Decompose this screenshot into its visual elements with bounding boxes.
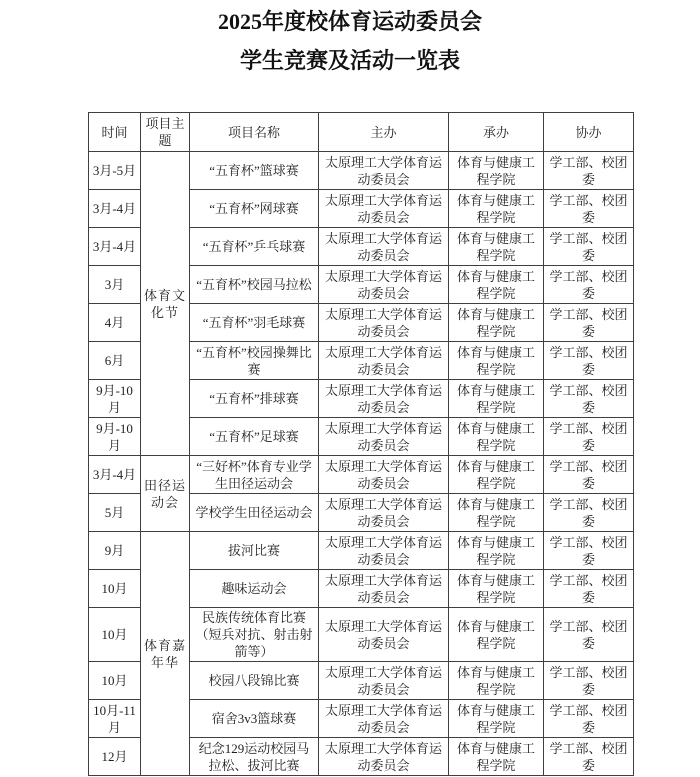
- project-name-cell: 民族传统体育比赛（短兵对抗、射击射箭等）: [190, 608, 319, 662]
- project-name-cell: 校园八段锦比赛: [190, 662, 319, 700]
- co-organizer-cell: 学工部、校团委: [544, 418, 634, 456]
- undertaker-cell: 体育与健康工程学院: [449, 532, 544, 570]
- project-name-cell: “五育杯”篮球赛: [190, 152, 319, 190]
- co-organizer-cell: 学工部、校团委: [544, 152, 634, 190]
- host-cell: 太原理工大学体育运动委员会: [319, 700, 449, 738]
- project-name-cell: “五育杯”排球赛: [190, 380, 319, 418]
- host-cell: 太原理工大学体育运动委员会: [319, 570, 449, 608]
- co-organizer-cell: 学工部、校团委: [544, 456, 634, 494]
- project-name-cell: 纪念129运动校园马拉松、拔河比赛: [190, 738, 319, 776]
- host-cell: 太原理工大学体育运动委员会: [319, 228, 449, 266]
- project-name-cell: 拔河比赛: [190, 532, 319, 570]
- undertaker-cell: 体育与健康工程学院: [449, 418, 544, 456]
- theme-cell: 田径运动会: [141, 456, 190, 532]
- project-name-cell: “五育杯”校园操舞比赛: [190, 342, 319, 380]
- time-cell: 4月: [89, 304, 141, 342]
- undertaker-cell: 体育与健康工程学院: [449, 700, 544, 738]
- column-header-5: 承办: [449, 113, 544, 152]
- time-cell: 5月: [89, 494, 141, 532]
- co-organizer-cell: 学工部、校团委: [544, 738, 634, 776]
- host-cell: 太原理工大学体育运动委员会: [319, 532, 449, 570]
- host-cell: 太原理工大学体育运动委员会: [319, 608, 449, 662]
- undertaker-cell: 体育与健康工程学院: [449, 494, 544, 532]
- host-cell: 太原理工大学体育运动委员会: [319, 342, 449, 380]
- time-cell: 6月: [89, 342, 141, 380]
- project-name-cell: 学校学生田径运动会: [190, 494, 319, 532]
- activities-table: [88, 112, 634, 776]
- undertaker-cell: 体育与健康工程学院: [449, 380, 544, 418]
- co-organizer-cell: 学工部、校团委: [544, 532, 634, 570]
- host-cell: 太原理工大学体育运动委员会: [319, 190, 449, 228]
- host-cell: 太原理工大学体育运动委员会: [319, 266, 449, 304]
- undertaker-cell: 体育与健康工程学院: [449, 228, 544, 266]
- project-name-cell: “五育杯”乒乓球赛: [190, 228, 319, 266]
- document-title-line2: 学生竞赛及活动一览表: [239, 48, 460, 73]
- host-cell: 太原理工大学体育运动委员会: [319, 494, 449, 532]
- time-cell: 3月: [89, 266, 141, 304]
- undertaker-cell: 体育与健康工程学院: [449, 608, 544, 662]
- undertaker-cell: 体育与健康工程学院: [449, 738, 544, 776]
- host-cell: 太原理工大学体育运动委员会: [319, 456, 449, 494]
- time-cell: 3月-4月: [89, 190, 141, 228]
- project-name-cell: 趣味运动会: [190, 570, 319, 608]
- table-row: [89, 532, 634, 570]
- column-header-4: 主办: [319, 113, 449, 152]
- project-name-cell: “五育杯”校园马拉松: [190, 266, 319, 304]
- time-cell: 10月-11月: [89, 700, 141, 738]
- co-organizer-cell: 学工部、校团委: [544, 380, 634, 418]
- co-organizer-cell: 学工部、校团委: [544, 266, 634, 304]
- time-cell: 9月-10月: [89, 418, 141, 456]
- table-row: [89, 456, 634, 494]
- column-header-2: 项目主题: [141, 113, 190, 152]
- header-row: [89, 113, 634, 152]
- project-name-cell: “五育杯”足球赛: [190, 418, 319, 456]
- undertaker-cell: 体育与健康工程学院: [449, 152, 544, 190]
- undertaker-cell: 体育与健康工程学院: [449, 190, 544, 228]
- co-organizer-cell: 学工部、校团委: [544, 190, 634, 228]
- co-organizer-cell: 学工部、校团委: [544, 494, 634, 532]
- time-cell: 9月-10月: [89, 380, 141, 418]
- co-organizer-cell: 学工部、校团委: [544, 608, 634, 662]
- time-cell: 10月: [89, 662, 141, 700]
- theme-cell: 体育嘉年华: [141, 532, 190, 776]
- host-cell: 太原理工大学体育运动委员会: [319, 738, 449, 776]
- co-organizer-cell: 学工部、校团委: [544, 700, 634, 738]
- time-cell: 3月-5月: [89, 152, 141, 190]
- project-name-cell: 宿舍3v3篮球赛: [190, 700, 319, 738]
- project-name-cell: “三好杯”体育专业学生田径运动会: [190, 456, 319, 494]
- undertaker-cell: 体育与健康工程学院: [449, 266, 544, 304]
- column-header-6: 协办: [544, 113, 634, 152]
- undertaker-cell: 体育与健康工程学院: [449, 570, 544, 608]
- time-cell: 3月-4月: [89, 228, 141, 266]
- co-organizer-cell: 学工部、校团委: [544, 228, 634, 266]
- undertaker-cell: 体育与健康工程学院: [449, 662, 544, 700]
- host-cell: 太原理工大学体育运动委员会: [319, 152, 449, 190]
- undertaker-cell: 体育与健康工程学院: [449, 456, 544, 494]
- co-organizer-cell: 学工部、校团委: [544, 662, 634, 700]
- time-cell: 3月-4月: [89, 456, 141, 494]
- time-cell: 10月: [89, 608, 141, 662]
- table-row: [89, 152, 634, 190]
- project-name-cell: “五育杯”羽毛球赛: [190, 304, 319, 342]
- host-cell: 太原理工大学体育运动委员会: [319, 380, 449, 418]
- undertaker-cell: 体育与健康工程学院: [449, 304, 544, 342]
- time-cell: 12月: [89, 738, 141, 776]
- co-organizer-cell: 学工部、校团委: [544, 570, 634, 608]
- column-header-3: 项目名称: [190, 113, 319, 152]
- undertaker-cell: 体育与健康工程学院: [449, 342, 544, 380]
- co-organizer-cell: 学工部、校团委: [544, 342, 634, 380]
- time-cell: 9月: [89, 532, 141, 570]
- document-title-line1: 2025年度校体育运动委员会: [217, 9, 482, 34]
- time-cell: 10月: [89, 570, 141, 608]
- theme-cell: 体育文化节: [141, 152, 190, 456]
- project-name-cell: “五育杯”网球赛: [190, 190, 319, 228]
- host-cell: 太原理工大学体育运动委员会: [319, 418, 449, 456]
- host-cell: 太原理工大学体育运动委员会: [319, 304, 449, 342]
- column-header-1: 时间: [89, 113, 141, 152]
- host-cell: 太原理工大学体育运动委员会: [319, 662, 449, 700]
- co-organizer-cell: 学工部、校团委: [544, 304, 634, 342]
